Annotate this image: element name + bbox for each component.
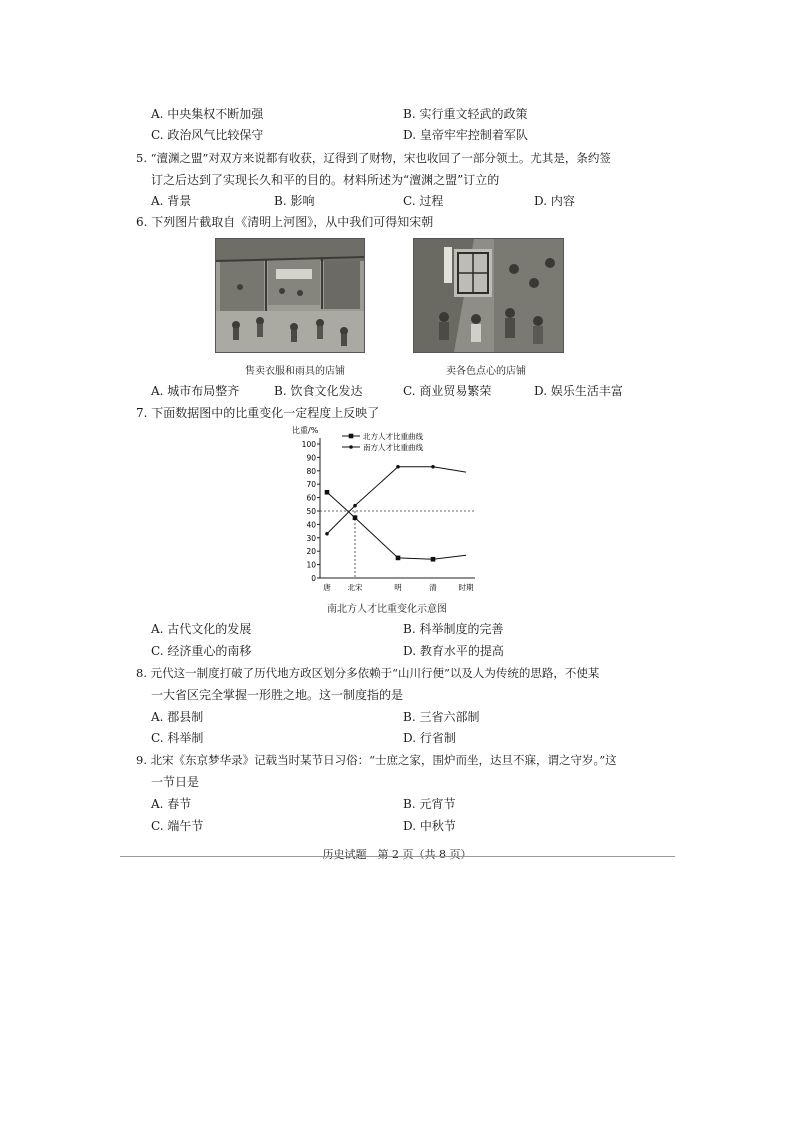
south-series-line bbox=[327, 467, 466, 534]
north-data-point bbox=[396, 556, 401, 561]
q4-option-c: C. 政治风气比较保守 bbox=[151, 128, 264, 142]
q4-option-d: D. 皇帝牢牢控制着军队 bbox=[403, 128, 528, 142]
x-axis-label: 时期 bbox=[458, 583, 474, 592]
north-data-point bbox=[353, 515, 358, 520]
q5-option-a: A. 背景 bbox=[151, 194, 192, 208]
south-data-point bbox=[396, 465, 400, 469]
q7-option-a: A. 古代文化的发展 bbox=[151, 622, 252, 636]
legend-south-label: 南方人才比重曲线 bbox=[363, 443, 423, 452]
y-tick-label: 60 bbox=[306, 493, 316, 503]
q5-option-c: C. 过程 bbox=[403, 194, 444, 208]
q9-stem-line1: 9. 北宋《东京梦华录》记载当时某节日习俗：“士庶之家，围炉而坐，达旦不寐，谓之守岁。”这 bbox=[136, 753, 617, 767]
q8-stem-line2: 一大省区完全掌握一形胜之地。这一制度指的是 bbox=[151, 688, 404, 702]
left-image-caption: 售卖衣服和雨具的店铺 bbox=[245, 366, 345, 377]
q5-option-b: B. 影响 bbox=[274, 194, 315, 208]
qingming-painting-left-image bbox=[215, 238, 365, 353]
q8-stem-line1: 8. 元代这一制度打破了历代地方政区划分多依赖于“山川行便”以及人为传统的思路，不使某 bbox=[136, 666, 600, 680]
x-tick-label: 明 bbox=[394, 583, 402, 592]
south-data-point bbox=[325, 532, 329, 536]
q6-option-c: C. 商业贸易繁荣 bbox=[403, 384, 492, 398]
q5-stem-line1: 5. “澶渊之盟”对双方来说都有收获，辽得到了财物，宋也收回了一部分领土。尤其是，条约签 bbox=[136, 151, 611, 165]
x-tick-label: 北宋 bbox=[347, 583, 363, 592]
q9-option-d: D. 中秋节 bbox=[403, 819, 456, 833]
q8-option-b: B. 三省六部制 bbox=[403, 710, 480, 724]
q9-option-c: C. 端午节 bbox=[151, 819, 204, 833]
y-tick-label: 90 bbox=[306, 453, 316, 463]
q6-stem: 6. 下列图片截取自《清明上河图》，从中我们可得知宋朝 bbox=[136, 215, 434, 229]
talent-ratio-line-chart bbox=[290, 424, 490, 596]
qingming-painting-right-image bbox=[413, 238, 564, 353]
x-tick-label: 清 bbox=[429, 583, 437, 592]
y-axis-label: 比重/% bbox=[292, 426, 319, 435]
q8-option-a: A. 郡县制 bbox=[151, 710, 204, 724]
y-tick-label: 100 bbox=[301, 440, 316, 449]
south-data-point bbox=[353, 504, 357, 508]
q9-option-a: A. 春节 bbox=[151, 797, 192, 811]
q6-option-d: D. 娱乐生活丰富 bbox=[534, 384, 623, 398]
north-data-point bbox=[431, 557, 436, 562]
footer-divider bbox=[120, 856, 675, 857]
q7-option-d: D. 教育水平的提高 bbox=[403, 644, 504, 658]
q7-option-c: C. 经济重心的南移 bbox=[151, 644, 252, 658]
y-tick-label: 10 bbox=[306, 560, 316, 570]
y-tick-label: 80 bbox=[306, 466, 316, 476]
q5-stem-line2: 订之后达到了实现长久和平的目的。材料所述为“澶渊之盟”订立的 bbox=[151, 173, 500, 187]
q4-option-b: B. 实行重文轻武的政策 bbox=[403, 107, 528, 121]
q9-stem-line2: 一节日是 bbox=[151, 775, 200, 789]
chart-title: 南北方人才比重变化示意图 bbox=[327, 604, 447, 615]
y-tick-label: 40 bbox=[306, 520, 316, 530]
south-data-point bbox=[431, 465, 435, 469]
q7-option-b: B. 科举制度的完善 bbox=[403, 622, 504, 636]
page-footer: 历史试题 第 2 页（共 8 页） bbox=[322, 848, 472, 861]
y-tick-label: 0 bbox=[311, 574, 316, 583]
y-tick-label: 30 bbox=[306, 533, 316, 543]
north-data-point bbox=[325, 490, 330, 495]
y-tick-label: 20 bbox=[306, 547, 316, 557]
legend-south-marker bbox=[349, 445, 353, 449]
q8-option-c: C. 科举制 bbox=[151, 731, 204, 745]
y-tick-label: 70 bbox=[306, 480, 316, 490]
q5-option-d: D. 内容 bbox=[534, 194, 575, 208]
x-tick-label: 唐 bbox=[323, 583, 331, 592]
y-tick-label: 50 bbox=[306, 507, 316, 516]
north-series-line bbox=[327, 492, 466, 559]
q6-option-a: A. 城市布局整齐 bbox=[151, 384, 240, 398]
q4-option-a: A. 中央集权不断加强 bbox=[151, 107, 264, 121]
q9-option-b: B. 元宵节 bbox=[403, 797, 456, 811]
legend-north-label: 北方人才比重曲线 bbox=[363, 432, 423, 441]
q8-option-d: D. 行省制 bbox=[403, 731, 456, 745]
right-image-caption: 卖各色点心的店铺 bbox=[446, 366, 526, 377]
q6-option-b: B. 饮食文化发达 bbox=[274, 384, 363, 398]
legend-north-marker bbox=[349, 434, 354, 439]
q7-stem: 7. 下面数据图中的比重变化一定程度上反映了 bbox=[136, 406, 380, 420]
